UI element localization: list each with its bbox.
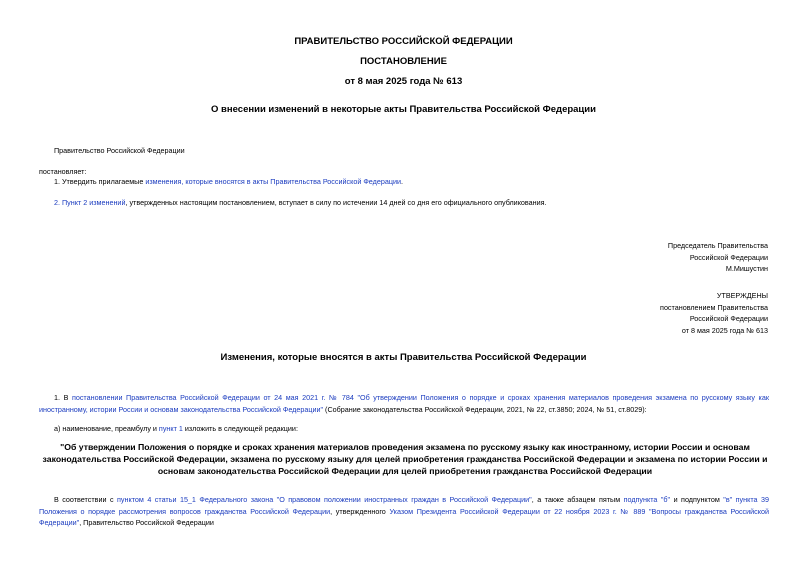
signature-org: Российской Федерации	[689, 252, 768, 262]
point-39-regulation-link[interactable]: "в" пункта 39 Положения о порядке рассмотрения вопросов гражданства Российской Федерации	[39, 495, 770, 516]
change-1: 1. В постановлении Правительства Российской Федерации от 24 мая 2021 г. № 784 "Об утверждении Положения о порядке и сроках хранения материалов проведения экзамена по русскому языку как иностранному, истории России и основам законодательства Российской Федерации" (Собрание законодательства Российской Федерации, 2021, № 22, ст.3850; 2024, № 51, ст.8029):	[39, 393, 769, 414]
quoted-new-title: "Об утверждении Положения о порядке и сроках хранения материалов проведения экзамена по русскому языку как иностранному, истории России и основам законодательства Российской Федерации, экзамена по русскому языку для целей приобретения гражданства Российской Федерации и экзамена по истории России и основам законодательства Российской Федерации для целей приобретения гражданства Российской Федерации	[42, 442, 768, 477]
final-paragraph: В соответствии с пунктом 4 статьи 15_1 Федерального закона "О правовом положении иностранных граждан в Российской Федерации", а также абзацем пятым подпункта "б" и подпунктом "в" пункта 39 Положения о порядке рассмотрения вопросов гражданства Российской Федерации, утвержденного Указом Президента Российской Федерации от 22 ноября 2023 г. № 889 "Вопросы гражданства Российской Федерации", Правительство Российской Федерации	[39, 495, 770, 527]
signature-title: Председатель Правительства	[667, 241, 768, 250]
government-heading: ПРАВИТЕЛЬСТВО РОССИЙСКОЙ ФЕДЕРАЦИИ	[294, 36, 513, 47]
document-type: ПОСТАНОВЛЕНИЕ	[360, 56, 447, 67]
presidential-decree-link[interactable]: Указом Президента Российской Федерации от 22 ноября 2023 г. № 889 "Вопросы гражданства Российской Федерации"	[39, 506, 769, 527]
item-2: 2. Пункт 2 изменений, утвержденных настоящим постановлением, вступает в силу по истечении 14 дней со дня его официального опубликования.	[54, 198, 547, 207]
subpoint-b-link[interactable]: подпункта "б"	[623, 495, 671, 504]
changes-link[interactable]: изменения, которые вносятся в акты Правительства Российской Федерации	[145, 177, 401, 186]
resolution-784-link[interactable]: постановлении Правительства Российской Федерации от 24 мая 2021 г. № 784 "Об утверждении Положения о порядке и сроках хранения материалов проведения экзамена по русскому языку как иностранному, истории России и основам законодательства Российской Федерации"	[39, 393, 769, 414]
point-1-link[interactable]: пункт 1	[158, 424, 183, 433]
item-1: 1. Утвердить прилагаемые изменения, которые вносятся в акты Правительства Российской Федерации.	[54, 177, 403, 186]
issuer-text: Правительство Российской Федерации	[54, 146, 185, 155]
approval-stamp	[660, 290, 768, 336]
document-title: О внесении изменений в некоторые акты Правительства Российской Федерации	[211, 104, 596, 115]
approved-org: Российской Федерации	[689, 314, 768, 323]
item-2-number-link[interactable]: 2. Пункт 2	[54, 198, 88, 207]
document-date-number: от 8 мая 2025 года № 613	[344, 76, 463, 87]
change-1a: а) наименование, преамбулу и пункт 1 изложить в следующей редакции:	[54, 424, 298, 433]
signature-name: М.Мишустин	[725, 264, 768, 273]
resolves-text: постановляет:	[39, 167, 87, 176]
changes-title: Изменения, которые вносятся в акты Правительства Российской Федерации	[220, 352, 587, 363]
approved-label: УТВЕРЖДЕНЫ	[716, 291, 768, 300]
approved-by: постановлением Правительства	[660, 302, 768, 312]
federal-law-link[interactable]: пунктом 4 статьи 15_1 Федерального закона "О правовом положении иностранных граждан в Российской Федерации"	[117, 495, 532, 504]
approved-date: от 8 мая 2025 года № 613	[681, 325, 768, 335]
signature-block	[668, 240, 768, 275]
changes-ref-link[interactable]: изменений	[89, 198, 126, 207]
